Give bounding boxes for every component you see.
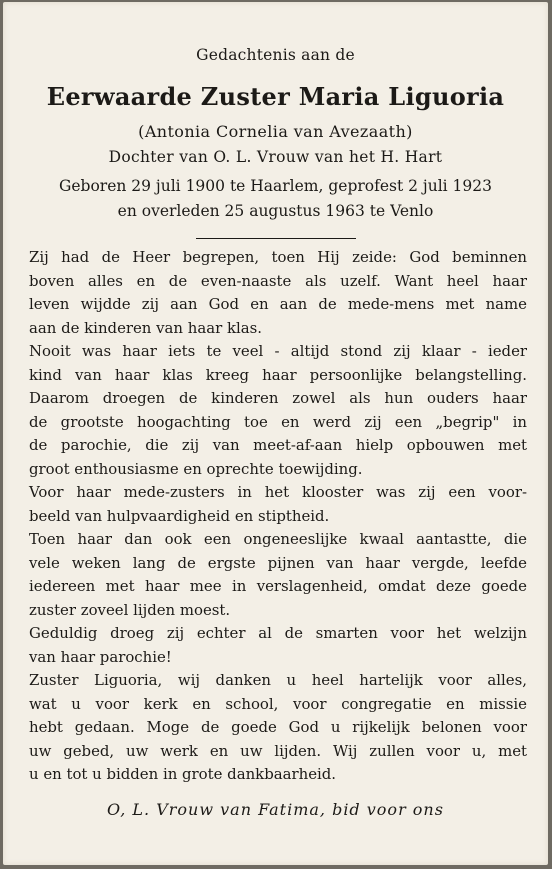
eulogy-line: Zij had de Heer begrepen, toen Hij zeide: God beminnen [29,248,527,266]
eulogy-line: de grootste hoogachting toe en werd zij een „begrip" in [29,412,527,431]
eulogy-line: beeld van hulpvaardigheid en stiptheid. [29,506,330,525]
eulogy-line: zuster zoveel lijden moest. [29,600,231,619]
eulogy-line: Toen haar dan ook een ongeneeslijke kwaal aantastte, die [29,530,527,548]
eulogy-line: hebt gedaan. Moge de goede God u rijkelijk belonen voor [29,718,527,736]
civil-name: (Antonia Cornelia van Avezaath) [138,122,413,141]
eulogy-line: iedereen met haar mee in verslagenheid, omdat deze goede [29,577,527,595]
eulogy-line: groot enthousiasme en oprechte toewijding. [29,459,363,478]
eulogy-line: Voor haar mede-zusters in het klooster was zij een voor- [29,483,527,501]
eulogy-line: van haar parochie! [29,647,172,666]
eulogy-line: vele weken lang de ergste pijnen van haar vergde, leefde [29,553,527,572]
eulogy-line: boven alles en de even-naaste als uzelf. Want heel haar [29,271,527,290]
birth-profession-line: Geboren 29 juli 1900 te Haarlem, geprofest 2 juli 1923 [58,177,493,195]
eulogy-line: kind van haar klas kreeg haar persoonlijke belangstelling. [29,365,527,384]
eulogy-line: wat u voor kerk en school, voor congregatie en missie [29,694,527,713]
divider-rule [196,238,356,239]
eulogy-line: u en tot u bidden in grote dankbaarheid. [29,765,337,783]
eulogy-line: leven wijdde zij aan God en aan de mede-mens met name [29,295,527,313]
death-line: en overleden 25 augustus 1963 te Venlo [117,202,434,220]
eulogy-line: Nooit was haar iets te veel - altijd stond zij klaar - ieder [29,342,527,360]
closing-prayer: O, L. Vrouw van Fatima, bid voor ons [107,800,444,819]
memorial-card [3,2,548,865]
eulogy-line: Daarom droegen de kinderen zowel als hun ouders haar [29,389,527,407]
eulogy-line: aan de kinderen van haar klas. [29,318,262,337]
eulogy-line: Zuster Liguoria, wij danken u heel hartelijk voor alles, [29,671,527,689]
religious-order: Dochter van O. L. Vrouw van het H. Hart [108,148,443,166]
eulogy-line: uw gebed, uw werk en uw lijden. Wij zullen voor u, met [29,741,527,760]
deceased-name: Eerwaarde Zuster Maria Liguoria [46,82,505,111]
intro-text: Gedachtenis aan de [196,46,355,64]
eulogy-text [29,246,527,787]
eulogy-line: de parochie, die zij van meet-af-aan hielp opbouwen met [29,436,527,454]
eulogy-line: Geduldig droeg zij echter al de smarten voor het welzijn [29,624,527,642]
